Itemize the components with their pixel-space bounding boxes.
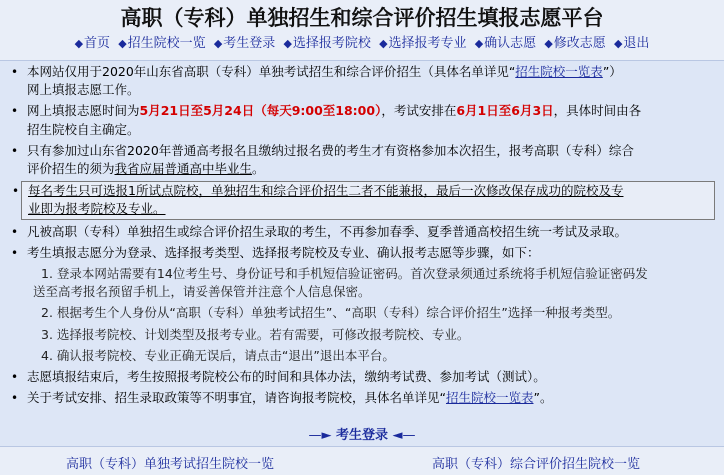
diamond-icon: ◆ (283, 37, 292, 50)
step-item: 3. 选择报考院校、计划类型及报考专业。若有需要，可修改报考院校、专业。 (41, 326, 470, 342)
diamond-icon: ◆ (474, 37, 484, 50)
notice-item: • 只有参加过山东省2020年普通高考报名且缴纳过报名费的考生才有资格参加本次招生，报考高职（专科）综合 评价招生的须为我省应届普通高中毕业生。 (11, 142, 634, 177)
bullet-icon: • (11, 224, 19, 239)
school-list-link[interactable]: 招生院校一览表 (445, 390, 534, 406)
right-arrow-icon: —► (308, 428, 332, 443)
diamond-icon: ◆ (613, 37, 623, 50)
notice-item-highlight: • 每名考生只可选报1所试点院校，单独招生和综合评价招生二者不能兼报，最后一次修改保存成功的院校及专 业即为报考院校及专业。 (21, 181, 715, 219)
diamond-icon: ◆ (118, 37, 127, 50)
notice-item: • 本网站仅用于2020年山东省高职（专科）单独考试招生和综合评价招生（具体名单详见“招生院校一览表”） 网上填报志愿工作。 (11, 64, 622, 98)
left-arrow-icon: ◄— (392, 428, 416, 443)
diamond-icon: ◆ (379, 37, 388, 50)
diamond-icon: ◆ (544, 37, 553, 50)
notice-list (7, 63, 717, 410)
bullet-icon: • (11, 391, 19, 406)
school-list-link[interactable]: 招生院校一览表 (515, 64, 603, 79)
bullet-icon: • (12, 184, 20, 199)
bullet-icon: • (11, 143, 19, 158)
bullet-icon: • (11, 370, 19, 385)
footer (0, 446, 724, 475)
top-nav (0, 35, 724, 53)
footer-link-single-exam[interactable]: 高职（专科）单独考试招生院校一览 (66, 457, 275, 472)
step-item: 1. 登录本网站需要有14位考生号、身份证号和手机短信验证密码。首次登录须通过系统将手机短信验证密码发 送至高考报名预留手机上，请妥善保管并注意个人信息保密。 (33, 266, 648, 300)
notice-item: • 凡被高职（专科）单独招生或综合评价招生录取的考生，不再参加春季、夏季普通高校招生统一考试及录取。 (7, 223, 717, 241)
login-link[interactable]: 考生登录 (335, 428, 388, 443)
nav-logout[interactable]: ◆退出 (613, 36, 650, 51)
bullet-icon: • (11, 104, 19, 119)
notice-item: • 网上填报志愿时间为5月21日至5月24日（每天9:00至18:00），考试安排在6月1日至6月3日，具体时间由各 招生院校自主确定。 (11, 103, 642, 137)
header (0, 0, 724, 61)
nav-modify[interactable]: ◆修改志愿 (544, 36, 606, 51)
diamond-icon: ◆ (74, 37, 84, 50)
nav-school-list[interactable]: ◆招生院校一览 (118, 36, 206, 51)
notice-item: • 关于考试安排、招生录取政策等不明事宜，请咨询报考院校，具体名单详见“招生院校一览表”。 (7, 389, 717, 407)
nav-home[interactable]: ◆首页 (74, 36, 111, 51)
login-area (0, 424, 724, 443)
nav-confirm[interactable]: ◆确认志愿 (474, 36, 537, 51)
nav-select-major[interactable]: ◆选择报考专业 (379, 36, 467, 51)
step-item: 4. 确认报考院校、专业正确无误后，请点击“退出”退出本平台。 (41, 347, 395, 363)
step-item: 2. 根据考生个人身份从“高职（专科）单独考试招生”、“高职（专科）综合评价招生”选择一种报考类型。 (41, 305, 621, 321)
diamond-icon: ◆ (213, 37, 223, 50)
nav-login[interactable]: ◆考生登录 (213, 36, 276, 51)
page-title: 高职（专科）单独招生和综合评价招生填报志愿平台 (120, 5, 604, 30)
nav-select-school[interactable]: ◆选择报考院校 (283, 36, 371, 51)
bullet-icon: • (11, 245, 19, 260)
notice-item: • 志愿填报结束后，考生按照报考院校公布的时间和具体办法，缴纳考试费、参加考试（测试）。 (7, 368, 717, 386)
notice-item: • 考生填报志愿分为登录、选择报考类型、选择报考院校及专业、确认报考志愿等步骤，如下： (7, 244, 717, 262)
footer-link-comprehensive[interactable]: 高职（专科）综合评价招生院校一览 (432, 457, 641, 472)
bullet-icon: • (11, 65, 19, 79)
